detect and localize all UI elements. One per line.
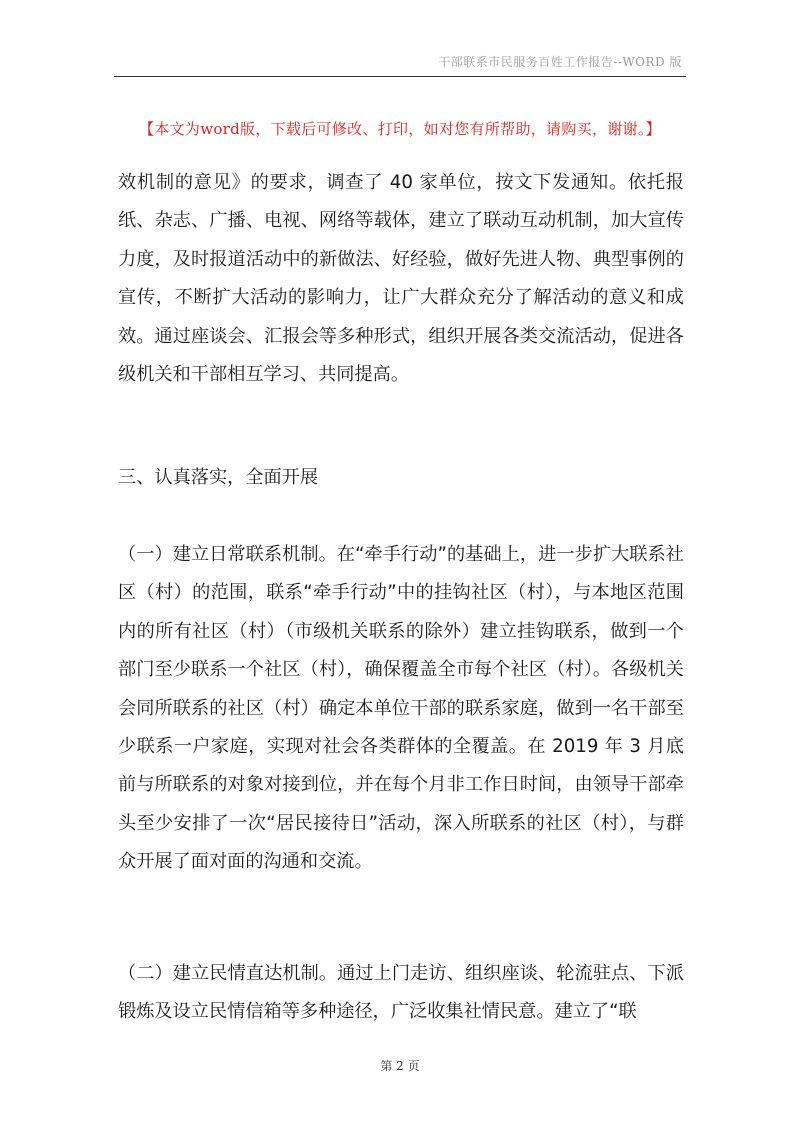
body-paragraph-1: 效机制的意见》的要求，调查了 40 家单位，按文下发通知。依托报纸、杂志、广播、电视、网络等载体，建立了联动互动机制，加大宣传力度，及时报道活动中的新做法、好经验，做好先进人物、典型事例的宣传，不断扩大活动的影响力，让广大群众充分了解活动的意义和成效。通过座谈会、汇报会等多种形式，组织开展各类交流活动，促进各级机关和干部相互学习、共同提高。 [118, 172, 684, 386]
body-paragraph-2: （一）建立日常联系机制。在“牵手行动”的基础上，进一步扩大联系社区（村）的范围，联系“牵手行动”中的挂钩社区（村），与本地区范围内的所有社区（村）（市级机关联系的除外）建立挂钩联系，做到一个部门至少联系一个社区（村），确保覆盖全市每个社区（村）。各级机关会同所联系的社区（村）确定本单位干部的联系家庭，做到一名干部至少联系一户家庭，实现对社会各类群体的全覆盖。在 2019 年 3 月底前与所联系的对象对接到位，并在每个月非工作日时间，由领导干部牵头至少安排了一次“居民接待日”活动，深入所联系的社区（村），与群众开展了面对面的沟通和交流。 [118, 544, 684, 873]
purchase-notice: 【本文为word版，下载后可修改、打印，如对您有所帮助，请购买，谢谢。】 [139, 120, 661, 138]
header-divider [114, 76, 686, 77]
page-number: 第 2 页 [380, 1059, 420, 1073]
running-header: 干部联系市民服务百姓工作报告--WORD 版 [438, 55, 682, 69]
section-heading-3: 三、认真落实，全面开展 [118, 467, 319, 488]
body-paragraph-3: （二）建立民情直达机制。通过上门走访、组织座谈、轮流驻点、下派锻炼及设立民情信箱等多种途径，广泛收集社情民意。建立了“联 [118, 963, 684, 1023]
